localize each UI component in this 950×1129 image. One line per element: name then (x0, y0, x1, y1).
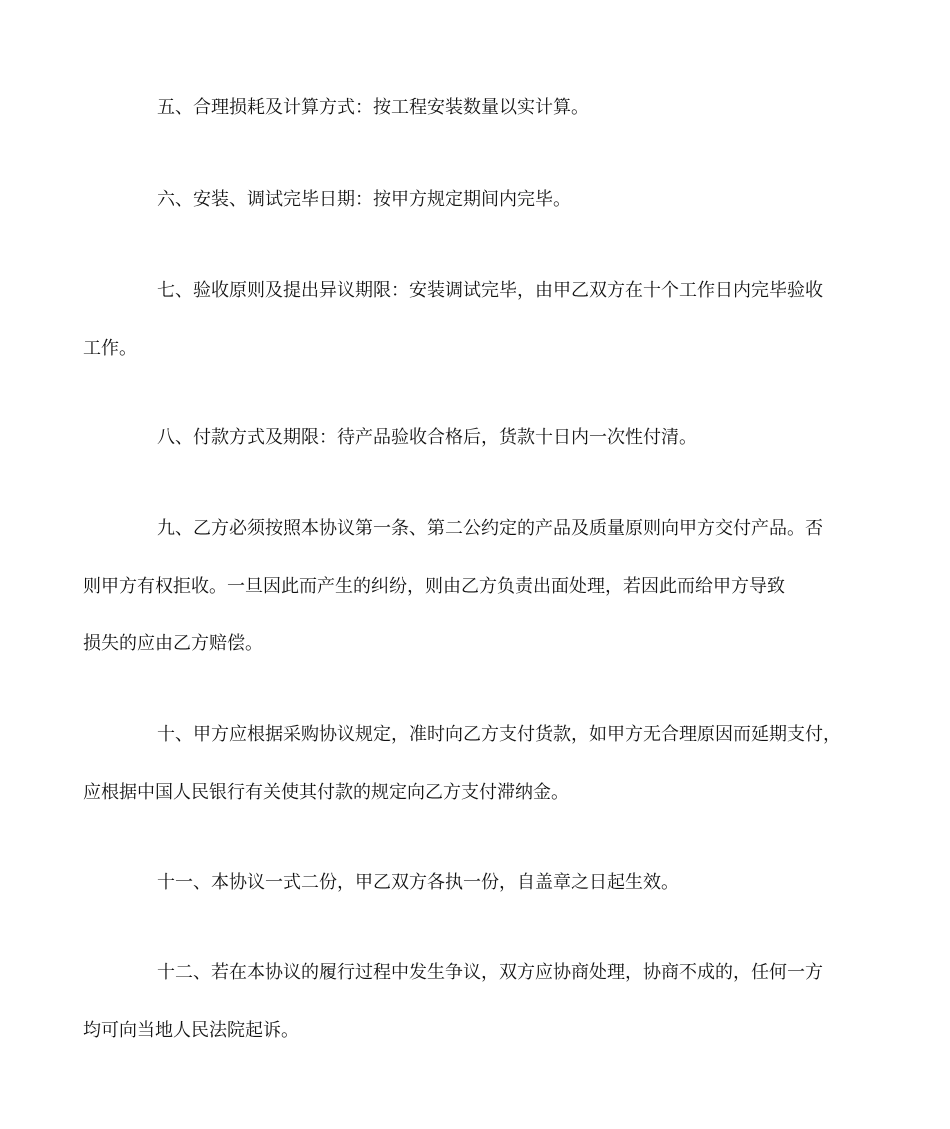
clause-10-paragraph (83, 706, 841, 821)
clause-6-paragraph (120, 171, 835, 229)
clause-11-line-1: 十一、本协议一式二份，甲乙双方各执一份，自盖章之日起生效。 (157, 872, 679, 893)
clause-8-paragraph (120, 409, 835, 467)
clause-7-paragraph (83, 262, 835, 377)
clause-10-line-1: 十、甲方应根据采购协议规定，准时向乙方支付货款，如甲方无合理原因而延期支付， (157, 724, 841, 745)
clause-9-paragraph (83, 500, 835, 673)
clause-8-line-1: 八、付款方式及期限：待产品验收合格后，货款十日内一次性付清。 (157, 427, 697, 448)
clause-10-line-2: 应根据中国人民银行有关使其付款的规定向乙方支付滞纳金。 (83, 781, 569, 803)
clause-12-line-1: 十二、若在本协议的履行过程中发生争议，双方应协商处理，协商不成的，任何一方 (157, 962, 823, 983)
clause-9-line-2: 则甲方有权拒收。一旦因此而产生的纠纷，则由乙方负责出面处理，若因此而给甲方导致 (83, 575, 785, 597)
clause-9-line-1: 九、乙方必须按照本协议第一条、第二公约定的产品及质量原则向甲方交付产品。否 (157, 518, 823, 539)
clause-6-line-1: 六、安装、调试完毕日期：按甲方规定期间内完毕。 (157, 189, 571, 210)
clause-7-line-2: 工作。 (83, 337, 137, 359)
clause-9-line-3: 损失的应由乙方赔偿。 (83, 633, 263, 654)
clause-12-line-2: 均可向当地人民法院起诉。 (83, 1019, 299, 1041)
clause-5-paragraph (120, 79, 835, 137)
clause-7-line-1: 七、验收原则及提出异议期限：安装调试完毕，由甲乙双方在十个工作日内完毕验收 (157, 280, 823, 301)
clause-5-line-1: 五、合理损耗及计算方式：按工程安装数量以实计算。 (157, 97, 589, 118)
clause-11-paragraph (120, 854, 835, 912)
clause-12-paragraph (83, 944, 835, 1059)
